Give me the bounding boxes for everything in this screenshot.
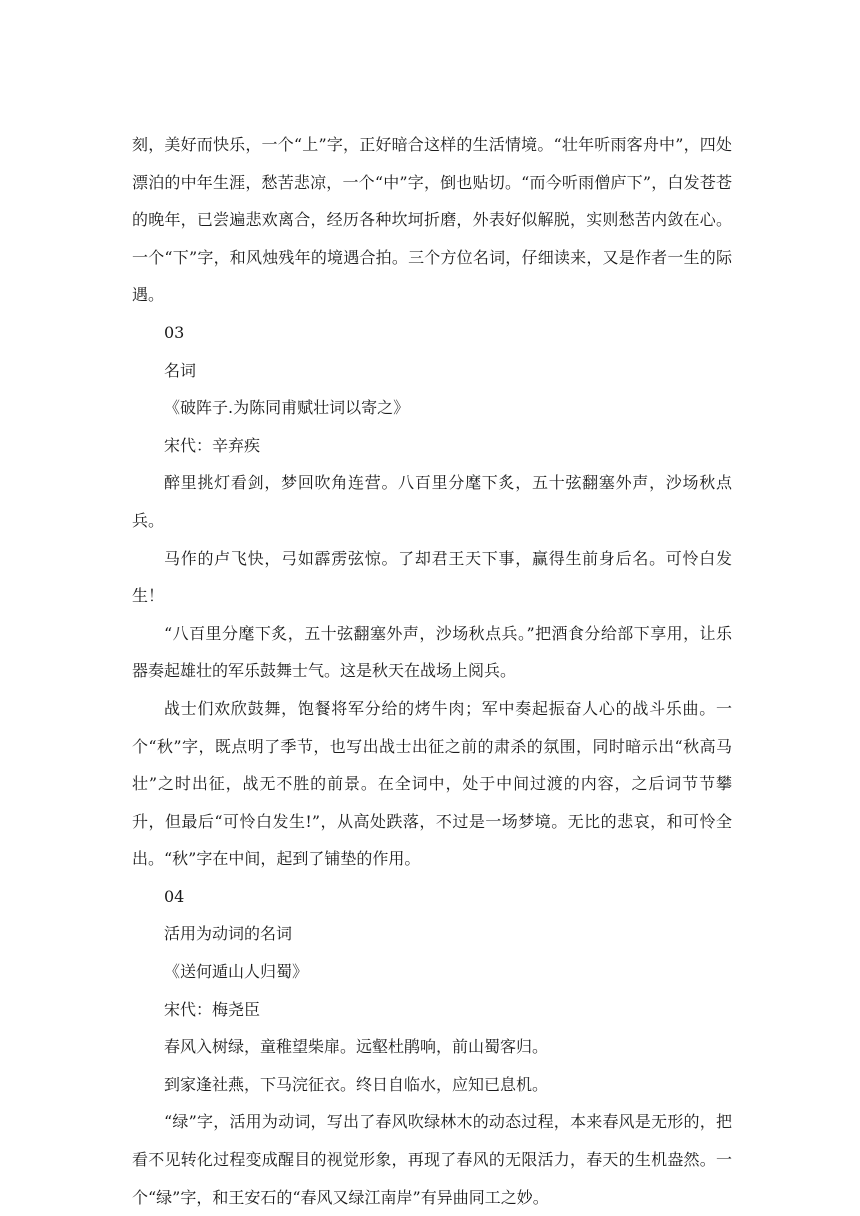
poem-title-pozhenzi: 《破阵子.为陈同甫赋壮词以寄之》 <box>164 398 410 418</box>
section-number-03: 03 <box>164 322 185 342</box>
paragraph-analysis-1: “八百里分麾下炙，五十弦翻塞外声，沙场秋点兵。”把酒食分给部下享用，让乐器奏起雄壮的军乐鼓舞士气。这是秋天在战场上阅兵。 <box>132 623 732 681</box>
section-heading-noun: 名词 <box>164 360 197 380</box>
paragraph-analysis-2: 战士们欢欣鼓舞，饱餐将军分给的烤牛肉；军中奏起振奋人心的战斗乐曲。一个“秋”字，既点明了季节，也写出战士出征之前的肃杀的氛围，同时暗示出“秋高马壮”之时出征，战无不胜的前景。在全词中，处于中间过渡的内容，之后词节节攀升，但最后“可怜白发生!”，从高处跌落，不过是一场梦境。无比的悲哀，和可怜全出。“秋”字在中间，起到了铺垫的作用。 <box>132 698 732 869</box>
poem-author-xin-qiji: 宋代：辛弃疾 <box>164 435 261 455</box>
section-number-04: 04 <box>164 886 185 906</box>
poem-stanza-2: 马作的卢飞快，弓如霹雳弦惊。了却君王天下事，赢得生前身后名。可怜白发生！ <box>132 548 732 606</box>
paragraph-analysis-intro: 刻，美好而快乐，一个“上”字，正好暗合这样的生活情境。“壮年听雨客舟中”，四处漂泊的中年生涯，愁苦悲凉，一个“中”字，倒也贴切。“而今听雨僧庐下”，白发苍苍的晚年，已尝遍悲欢离合，经历各种坎坷折磨，外表好似解脱，实则愁苦内敛在心。一个“下”字，和风烛残年的境遇合拍。三个方位名词，仔细读来，又是作者一生的际遇。 <box>132 135 732 305</box>
poem-title-songhedun: 《送何遁山人归蜀》 <box>164 962 309 982</box>
document-page <box>132 126 732 1216</box>
paragraph-analysis-3: “绿”字，活用为动词，写出了春风吹绿林木的动态过程，本来春风是无形的，把看不见转化过程变成醒目的视觉形象，再现了春风的无限活力，春天的生机盎然。一个“绿”字，和王安石的“春风又绿江南岸”有异曲同工之妙。 <box>132 1112 732 1207</box>
section-heading-noun-as-verb: 活用为动词的名词 <box>164 924 293 944</box>
poem-author-mei-yaochen: 宋代：梅尧臣 <box>164 999 261 1019</box>
poem-stanza-1: 醉里挑灯看剑，梦回吹角连营。八百里分麾下炙，五十弦翻塞外声，沙场秋点兵。 <box>132 473 732 530</box>
poem-line-1: 春风入树绿，童稚望柴扉。远壑杜鹃响，前山蜀客归。 <box>164 1037 549 1057</box>
poem-line-2: 到家逢社燕，下马浣征衣。终日自临水，应知已息机。 <box>164 1074 549 1094</box>
